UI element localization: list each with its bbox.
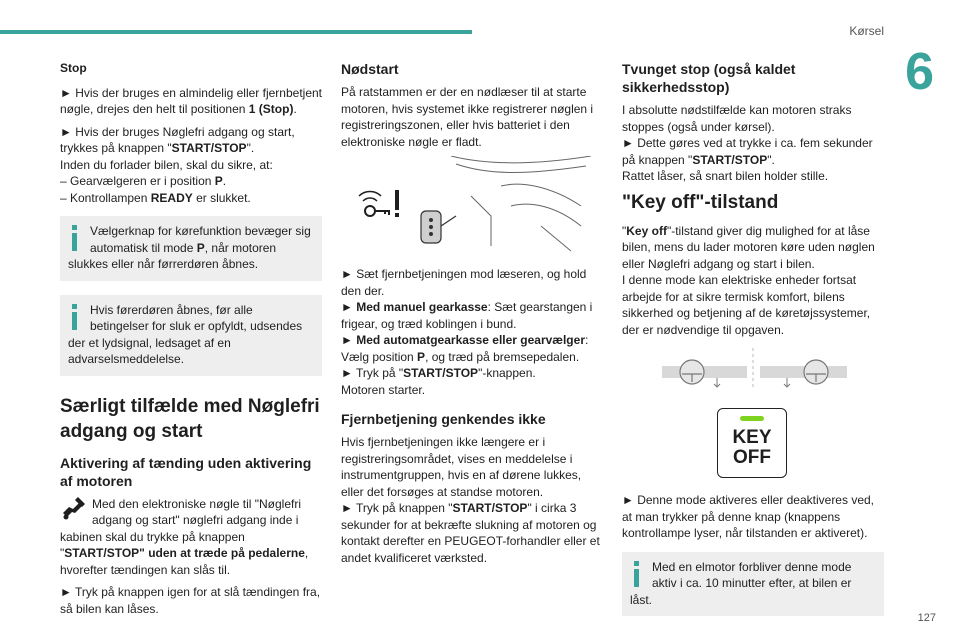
section-name: Kørsel bbox=[849, 24, 884, 38]
paragraph: Rattet låser, så snart bilen holder stille. bbox=[622, 169, 829, 183]
stop-heading: Stop bbox=[60, 61, 87, 75]
info-icon bbox=[68, 304, 82, 330]
page-number: 127 bbox=[917, 612, 936, 624]
paragraph: ► Hvis der bruges Nøglefri adgang og start, trykkes på knappen "START/STOP". bbox=[60, 124, 295, 155]
column-3 bbox=[622, 56, 884, 626]
paragraph: – Gearvælgeren er i position P. bbox=[60, 174, 227, 188]
key-off-button-figure bbox=[622, 404, 884, 482]
paragraph: Inden du forlader bilen, skal du sikre, at: bbox=[60, 157, 273, 172]
key-off-heading: "Key off"-tilstand bbox=[622, 191, 779, 213]
hand-pressing-button-icon bbox=[60, 496, 86, 522]
steering-wheel-right-icon bbox=[760, 360, 847, 387]
key-off-button-label-1: KEY bbox=[732, 427, 772, 448]
remote-key-icon bbox=[421, 211, 456, 243]
special-case-heading: Særligt tilfælde med Nøglefri adgang og start bbox=[60, 395, 320, 442]
chapter-number: 6 bbox=[905, 43, 934, 101]
paragraph: ► Dette gøres ved at trykke i ca. fem sekunder på knappen "START/STOP". bbox=[622, 136, 873, 167]
paragraph: ► Hvis der bruges en almindelig eller fjernbetjent nøgle, drejes den helt til positionen 1 (Stop). bbox=[60, 85, 323, 116]
forced-stop-heading: Tvunget stop (også kaldet sikkerhedsstop) bbox=[622, 61, 796, 95]
paragraph: I denne mode kan elektriske enheder fortsat arbejde for at sikre termisk komfort, bilens sikkerhed og betjening af de køretøjssystemer, der er nødvendige til opgaven. bbox=[622, 273, 871, 337]
paragraph: ► Denne mode aktiveres eller deaktiveres ved, at man trykker på denne knap (knappens kontrollampe lyser, når tilstanden er aktiveret). bbox=[622, 493, 874, 540]
steering-wheel-press-illustration bbox=[622, 344, 884, 394]
paragraph: "Key off"-tilstand giver dig mulighed for at låse bilen, mens du lader motoren køre uden nøglen eller Nøglefri adgang og start i bilen. bbox=[622, 223, 875, 271]
paragraph: Motoren starter. bbox=[341, 382, 426, 397]
column-2 bbox=[341, 56, 603, 572]
key-off-button-label-2: OFF bbox=[733, 447, 771, 468]
emergency-start-heading: Nødstart bbox=[341, 61, 399, 77]
column-1 bbox=[60, 56, 322, 623]
paragraph: ► Tryk på "START/STOP"-knappen. bbox=[341, 366, 536, 380]
paragraph: Hvis fjernbetjeningen ikke længere er i registreringsområdet, vises en meddelelse i instrumentgruppen, hvis en af dørene lukkes, eller det forsøges at standse motoren. bbox=[341, 435, 582, 499]
key-off-button bbox=[717, 408, 787, 478]
remote-not-recognized-heading: Fjernbetjening genkendes ikke bbox=[341, 411, 546, 427]
paragraph: – Kontrollampen READY er slukket. bbox=[60, 190, 251, 205]
steering-wheel-left-icon bbox=[662, 360, 747, 387]
steering-column-reader-illustration bbox=[341, 156, 603, 256]
info-box: Med en elmotor forbliver denne mode aktiv i ca. 10 minutter efter, at bilen er låst. bbox=[622, 552, 884, 617]
paragraph: ► Med manuel gearkasse: Sæt gearstangen i frigear, og træd koblingen i bund. bbox=[341, 300, 593, 331]
info-icon bbox=[630, 561, 644, 587]
paragraph: I absolutte nødstilfælde kan motoren straks stoppes (også under kørsel). bbox=[622, 103, 852, 134]
paragraph: ► Med automatgearkasse eller gearvælger: Vælg position P, og træd på bremsepedalen. bbox=[341, 333, 589, 364]
paragraph: Med den elektroniske nøgle til "Nøglefri adgang og start" nøglefri adgang inde i kabinen skal du trykke på knappen "START/STOP" uden at træde på pedalerne, hvorefter tændingen kan slås til. bbox=[60, 496, 309, 577]
header-accent-bar bbox=[0, 30, 472, 34]
info-box: Vælgerknap for kørefunktion bevæger sig automatisk til mode P, når motoren slukkes eller når førrerdøren åbnes. bbox=[60, 216, 322, 281]
info-icon bbox=[68, 225, 82, 251]
activation-heading: Aktivering af tænding uden aktivering af motoren bbox=[60, 454, 312, 489]
led-indicator bbox=[740, 416, 764, 421]
info-box: Hvis førerdøren åbnes, før alle betingelser for sluk er opfyldt, udsendes der et lydsignal, ledsaget af en advarselsmeddelelse. bbox=[60, 295, 322, 376]
paragraph: På ratstammen er der en nødlæser til at starte motoren, hvis systemet ikke registrerer nøglen i registreringszonen, eller hvis batteriet i den elektroniske nøgle er fladt. bbox=[341, 85, 594, 149]
paragraph: ► Sæt fjernbetjeningen mod læseren, og hold den der. bbox=[341, 267, 587, 298]
paragraph: ► Tryk på knappen igen for at slå tændingen fra, så bilen kan låses. bbox=[60, 585, 321, 616]
paragraph: ► Tryk på knappen "START/STOP" i cirka 3 sekunder for at bekræfte slukning af motoren og kontakt derefter en PEUGEOT-forhandler eller et andet kvalificeret værksted. bbox=[341, 501, 600, 565]
key-warning-icon bbox=[359, 190, 399, 217]
